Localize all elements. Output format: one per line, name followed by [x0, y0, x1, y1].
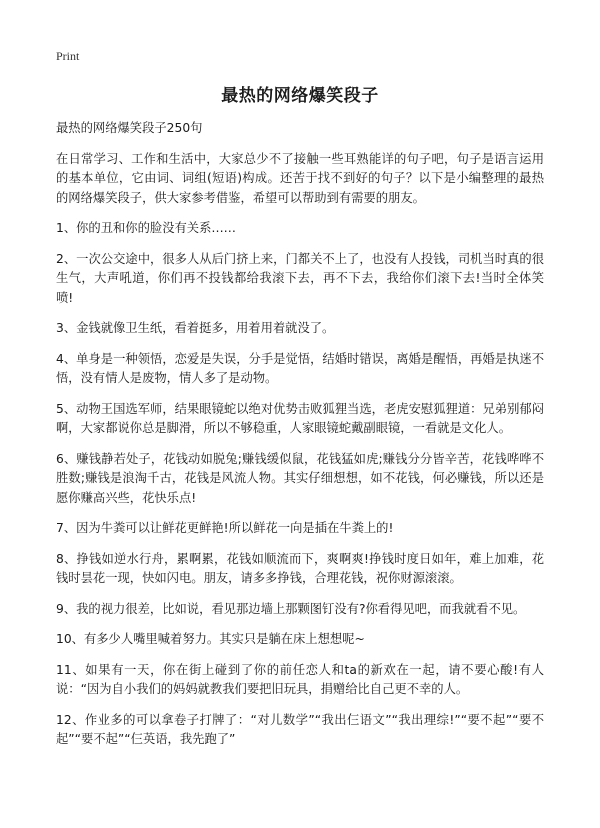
joke-item-7: 7、因为牛粪可以让鲜花更鲜艳!所以鲜花一向是插在牛粪上的! [56, 521, 394, 535]
article-subtitle: 最热的网络爆笑段子250句 [56, 121, 203, 135]
joke-item-8: 8、挣钱如逆水行舟，累啊累，花钱如顺流而下，爽啊爽!挣钱时度日如年，难上加难，花钱时昙花一现，快如闪电。朋友，请多多挣钱，合理花钱，祝你财源滚滚。 [56, 551, 544, 585]
joke-item-10: 10、有多少人嘴里喊着努力。其实只是躺在床上想想呢~ [56, 632, 365, 646]
article-intro: 在日常学习、工作和生活中，大家总少不了接触一些耳熟能详的句子吧，句子是语言运用的基本单位，它由词、词组(短语)构成。还苦于找不到好的句子？以下是小编整理的最热的网络爆笑段子，供大家参考借鉴，希望可以帮助到有需要的朋友。 [56, 151, 544, 205]
joke-item-3: 3、金钱就像卫生纸，看着挺多，用着用着就没了。 [56, 321, 335, 335]
joke-item-1: 1、你的丑和你的脸没有关系…… [56, 221, 236, 235]
page-title: 最热的网络爆笑段子 [221, 86, 379, 106]
joke-item-2: 2、一次公交途中，很多人从后门挤上来，门都关不上了，也没有人投钱，司机当时真的很生气，大声吼道，你们再不投钱都给我滚下去，再不下去，我给你们滚下去!当时全体笑喷! [56, 251, 544, 305]
joke-item-9: 9、我的视力很差，比如说，看见那边墙上那颗图钉没有?你看得见吧，而我就看不见。 [56, 601, 526, 616]
joke-item-5: 5、动物王国选军师，结果眼镜蛇以绝对优势击败狐狸当选，老虎安慰狐狸道：兄弟别郁闷啊，大家都说你总是脚滑，所以不够稳重，人家眼镜蛇戴副眼镜，一看就是文化人。 [56, 401, 544, 435]
print-link[interactable]: Print [56, 49, 80, 63]
joke-item-12: 12、作业多的可以拿卷子打牌了：“对儿数学”“我出仨语文”“我出理综!”“要不起”“要不起”“要不起”“仨英语，我先跑了” [56, 712, 544, 746]
joke-item-11: 11、如果有一天，你在街上碰到了你的前任恋人和ta的新欢在一起，请不要心酸!有人说：“因为自小我们的妈妈就教我们要把旧玩具，捐赠给比自己更不幸的人。 [56, 662, 544, 696]
joke-item-4: 4、单身是一种领悟，恋爱是失误，分手是觉悟，结婚时错误，离婚是醒悟，再婚是执迷不悟，没有情人是废物，情人多了是动物。 [56, 351, 544, 385]
article-body [56, 119, 544, 761]
joke-item-6: 6、赚钱静若处子，花钱动如脱兔;赚钱缓似鼠，花钱猛如虎;赚钱分分皆辛苦，花钱哗哗不胜数;赚钱是浪淘千古，花钱是风流人物。其实仔细想想，如不花钱，何必赚钱，所以还是愿你赚高兴些，花快乐点! [56, 451, 544, 505]
